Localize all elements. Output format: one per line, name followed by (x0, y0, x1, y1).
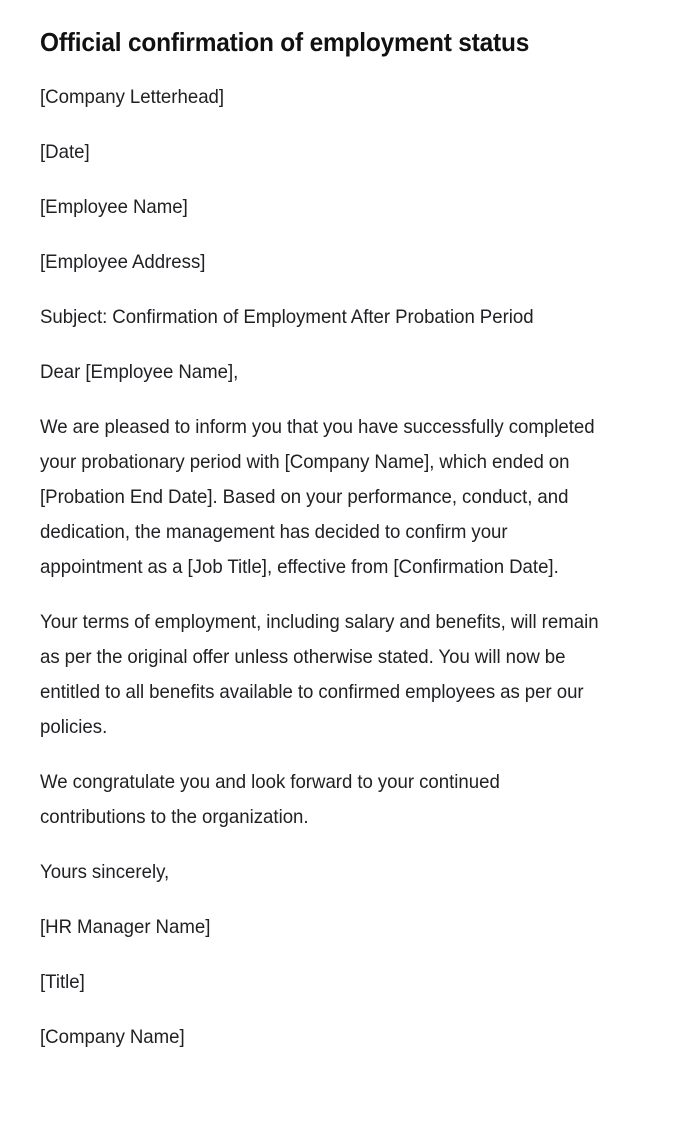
paragraph-body-2: Your terms of employment, including salary and benefits, will remain as per the original offer unless otherwise stated. You will now be entitled to all benefits available to confirmed employees as per our policies. (40, 611, 599, 738)
paragraph-subject-line: Subject: Confirmation of Employment After Probation Period (40, 306, 534, 328)
paragraph-hr-manager-name: [HR Manager Name] (40, 916, 211, 938)
paragraph-employee-name: [Employee Name] (40, 196, 188, 218)
paragraph-company-name: [Company Name] (40, 1026, 185, 1048)
paragraph-date: [Date] (40, 141, 90, 163)
paragraph-body-3: We congratulate you and look forward to your continued contributions to the organization. (40, 771, 500, 828)
paragraph-signer-title: [Title] (40, 971, 85, 993)
paragraph-employee-address: [Employee Address] (40, 251, 206, 273)
paragraph-closing: Yours sincerely, (40, 861, 170, 883)
paragraph-company-letterhead: [Company Letterhead] (40, 86, 225, 108)
page-title: Official confirmation of employment status (40, 27, 530, 57)
paragraph-salutation: Dear [Employee Name], (40, 361, 239, 383)
document-body (40, 80, 632, 1055)
paragraph-body-1: We are pleased to inform you that you have successfully completed your probationary period with [Company Name], which ended on [Probation End Date]. Based on your performance, conduct, and dedication, the management has decided to confirm your appointment as a [Job Title], effective from [Confirmation Date]. (40, 416, 595, 578)
